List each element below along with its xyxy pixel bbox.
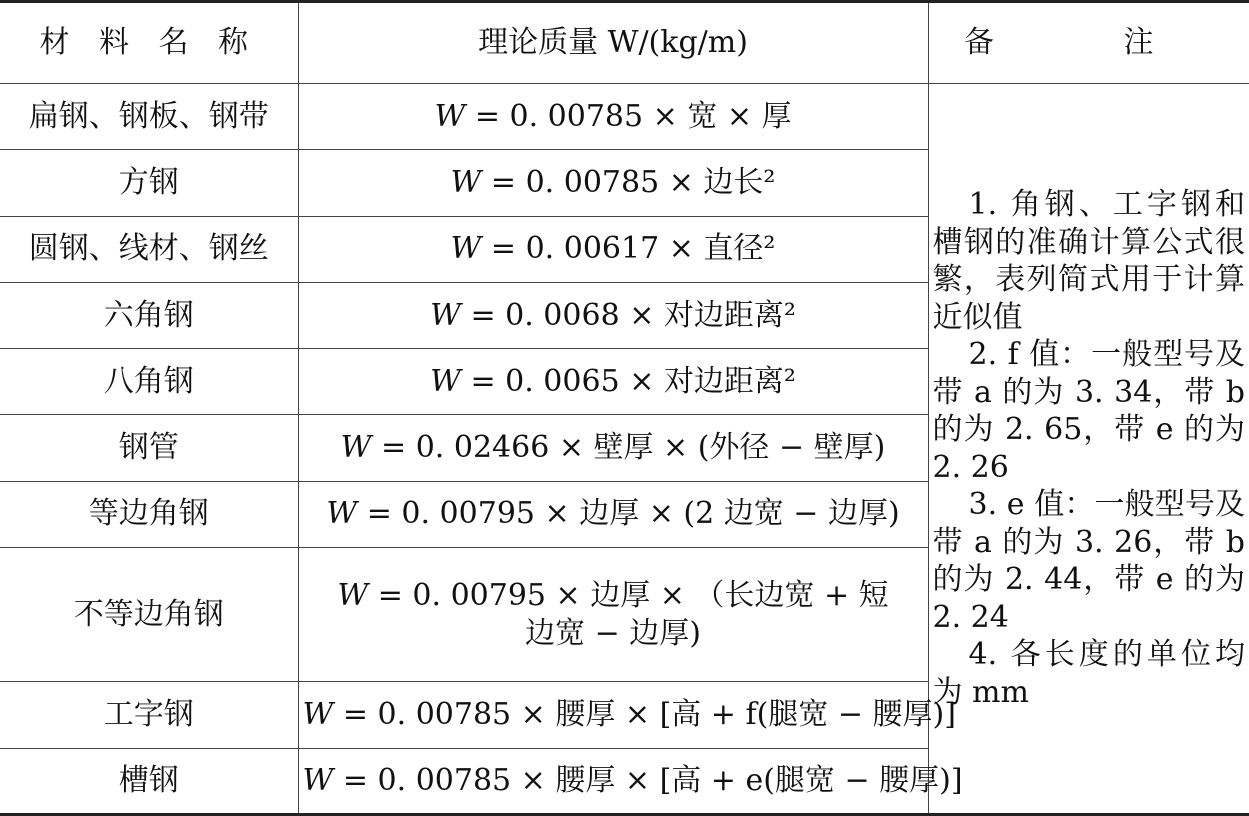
material-name: 扁钢、钢板、钢带 xyxy=(0,84,298,150)
remark-item: 1. 角钢、工字钢和槽钢的准确计算公式很繁，表列简式用于计算近似值 xyxy=(932,187,1245,335)
header-remarks: 备 注 xyxy=(928,2,1249,84)
formula-symbol: W xyxy=(450,165,482,201)
formula-symbol: W xyxy=(302,697,334,733)
remarks-cell xyxy=(928,84,1249,815)
formula-symbol: W xyxy=(326,496,358,532)
formula-expression: = 0. 02466 × 壁厚 × (外径 − 壁厚) xyxy=(371,430,886,466)
formula-expression: = 0. 00617 × 直径² xyxy=(481,231,776,267)
mass-formula xyxy=(298,415,928,481)
formula-symbol: W xyxy=(302,763,334,799)
formula-expression: = 0. 0068 × 对边距离² xyxy=(460,297,796,333)
formula-symbol: W xyxy=(430,297,461,333)
formula-expression: = 0. 00785 × 腰厚 × [高 + f(腿宽 − 腰厚)] xyxy=(333,697,956,733)
mass-formula xyxy=(298,547,928,682)
material-name: 等边角钢 xyxy=(0,481,298,547)
formula-expression: = 0. 00795 × 边厚 × (2 边宽 − 边厚) xyxy=(357,496,900,532)
formula-expression: = 0. 00785 × 边长² xyxy=(481,165,776,201)
formula-expression: = 0. 00785 × 宽 × 厚 xyxy=(465,98,792,134)
table-row xyxy=(0,84,1249,150)
header-row xyxy=(0,2,1249,84)
formula-expression: = 0. 00795 × 边厚 × （长边宽 + 短边宽 − 边厚) xyxy=(368,578,889,651)
mass-formula xyxy=(298,282,928,348)
material-name: 钢管 xyxy=(0,415,298,481)
formula-expression: = 0. 00785 × 腰厚 × [高 + e(腿宽 − 腰厚)] xyxy=(333,763,963,799)
material-name: 工字钢 xyxy=(0,682,298,748)
mass-formula xyxy=(298,349,928,415)
formula-symbol: W xyxy=(434,98,466,134)
formula-symbol: W xyxy=(450,231,482,267)
remark-item: 3. e 值：一般型号及带 a 的为 3. 26，带 b 的为 2. 44，带 e 的为 2. 24 xyxy=(932,487,1245,635)
formula-expression: = 0. 0065 × 对边距离² xyxy=(460,363,796,399)
formula-symbol: W xyxy=(430,363,461,399)
formula-symbol: W xyxy=(340,430,372,466)
mass-formula xyxy=(298,150,928,216)
header-theoretical-mass: 理论质量 W/(kg/m) xyxy=(298,2,928,84)
material-name: 方钢 xyxy=(0,150,298,216)
material-name: 圆钢、线材、钢丝 xyxy=(0,216,298,282)
material-name: 六角钢 xyxy=(0,282,298,348)
mass-formula xyxy=(298,216,928,282)
mass-formula xyxy=(298,682,956,748)
formula-symbol: W xyxy=(337,578,369,614)
material-name: 八角钢 xyxy=(0,349,298,415)
remark-item: 2. f 值：一般型号及带 a 的为 3. 34，带 b 的为 2. 65，带 e 的为 2. 26 xyxy=(932,337,1245,485)
mass-formula xyxy=(298,84,928,150)
header-material-name: 材 料 名 称 xyxy=(0,2,298,84)
material-name: 槽钢 xyxy=(0,748,298,814)
mass-formula xyxy=(298,481,928,547)
material-name: 不等边角钢 xyxy=(0,547,298,682)
mass-formula xyxy=(298,748,963,814)
remark-item: 4. 各长度的单位均为 mm xyxy=(932,637,1245,710)
